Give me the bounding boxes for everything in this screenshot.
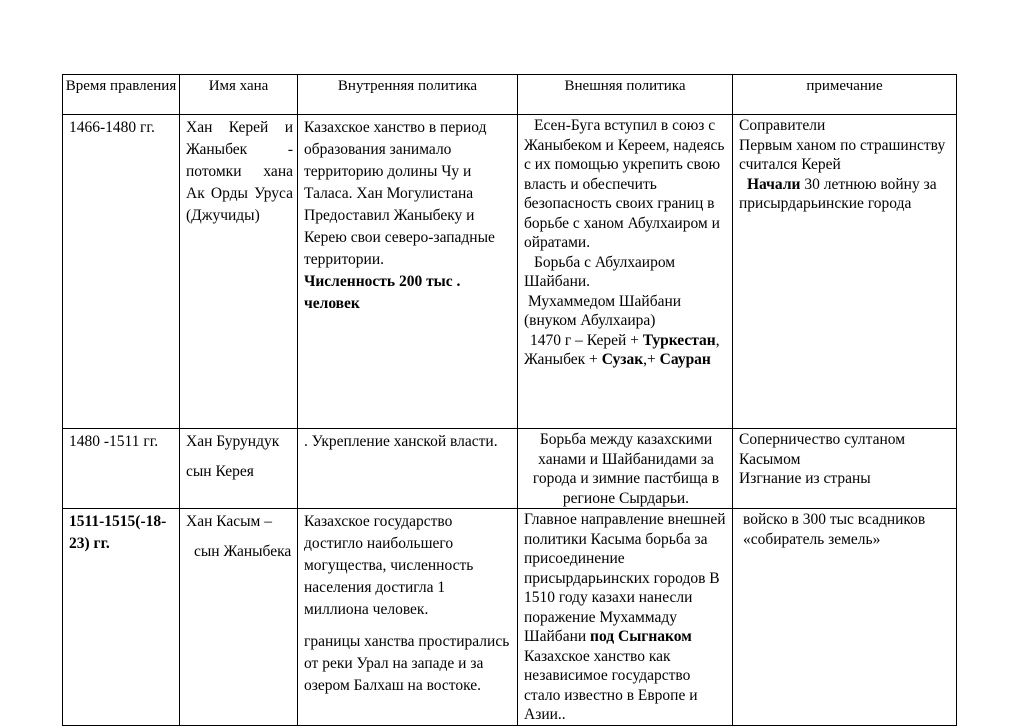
population-text: Численность 200 тыс . человек — [304, 273, 461, 312]
row2-khan — [180, 429, 298, 509]
khan-text: Хан Керей и Жаныбек - потомки хана Ак Орды Уруса (Джучиды) — [186, 119, 293, 224]
row1-internal — [298, 115, 518, 429]
header-internal: Внутренняя политика — [298, 75, 518, 115]
city-turkestan: Туркестан — [642, 331, 716, 349]
external-text-3: Мухаммедом Шайбани (внуком Абулхаира) — [524, 292, 682, 329]
period-text: 1480 -1511 гг. — [69, 433, 159, 450]
khan-text-2: сын Жаныбека — [194, 543, 292, 560]
external-text-2: Борьба с Абулхаиром Шайбани. — [524, 253, 676, 290]
khan-text-1: Хан Бурундук — [186, 433, 280, 450]
header-external: Внешняя политика — [518, 75, 733, 115]
table-row — [63, 115, 957, 429]
row3-internal — [298, 509, 518, 726]
header-period: Время правления — [63, 75, 180, 115]
internal-text: . Укрепление ханской власти. — [304, 433, 498, 450]
khan-text-1: Хан Касым – — [186, 513, 272, 530]
row1-period — [63, 115, 180, 429]
external-text-4: 1470 г – Керей + Туркестан, Жаныбек + Сузак,+ Сауран — [524, 331, 720, 368]
row2-period — [63, 429, 180, 509]
table-row — [63, 429, 957, 509]
row3-khan — [180, 509, 298, 726]
row3-external — [518, 509, 733, 726]
table-row — [63, 509, 957, 726]
city-suzak: Сузак — [601, 351, 644, 368]
row3-note — [733, 509, 957, 726]
city-sauran: Сауран — [659, 351, 711, 368]
row1-khan — [180, 115, 298, 429]
row2-external — [518, 429, 733, 509]
external-text: Борьба между казахскими ханами и Шайбанидами за города и зимние пастбища в регионе Сырдарьи. — [532, 431, 720, 507]
sygnak-text: под Сыгнаком — [590, 628, 692, 645]
row3-period — [63, 509, 180, 726]
note-text-1: Соправители — [739, 117, 826, 134]
khans-table — [62, 74, 957, 726]
header-khan: Имя хана — [180, 75, 298, 115]
note-text-2: «собиратель земель» — [743, 530, 881, 548]
note-text-2: Первым ханом по страшинству считался Керей — [739, 136, 946, 173]
external-text: Главное направление внешней политики Касыма борьба за присоединение присырдарьинских городов В 1510 году казахи нанесли поражение Мухаммаду Шайбани под Сыгнаком Казахское ханство как независимое государство стало известно в Европе и Азии.. — [524, 511, 726, 723]
row2-note — [733, 429, 957, 509]
khan-text-2: сын Керея — [186, 463, 254, 480]
period-text: 1466-1480 гг. — [69, 119, 155, 136]
internal-text: Казахское ханство в период образования занимало территорию долины Чу и Таласа. Хан Могулистана Предоставил Жаныбеку и Керею свои северо-западные территории. — [304, 119, 495, 268]
row1-external — [518, 115, 733, 429]
header-note: примечание — [733, 75, 957, 115]
row2-internal — [298, 429, 518, 509]
internal-text-2: границы ханства простирались от реки Урал на западе и за озером Балхаш на востоке. — [304, 633, 510, 694]
period-text: 1511-1515(-18-23) гг. — [69, 513, 167, 552]
header-row — [63, 75, 957, 115]
internal-text-1: Казахское государство достигло наибольшего могущества, численность населения достигла 1 миллиона человек. — [304, 513, 474, 618]
note-text-2: Изгнание из страны — [739, 470, 871, 487]
note-text-1: войско в 300 тыс всадников — [743, 511, 926, 528]
row1-note — [733, 115, 957, 429]
external-text-1: Есен-Буга вступил в союз с Жаныбеком и Кереем, надеясь с их помощью укрепить свою власть и обеспечить безопасность своих границ в борьбе с ханом Абулхаиром и ойратами. — [524, 117, 725, 251]
note-text-1: Соперничество султаном Касымом — [739, 431, 906, 468]
note-text-3: Начали 30 летнюю войну за присырдарьинские города — [739, 175, 937, 212]
